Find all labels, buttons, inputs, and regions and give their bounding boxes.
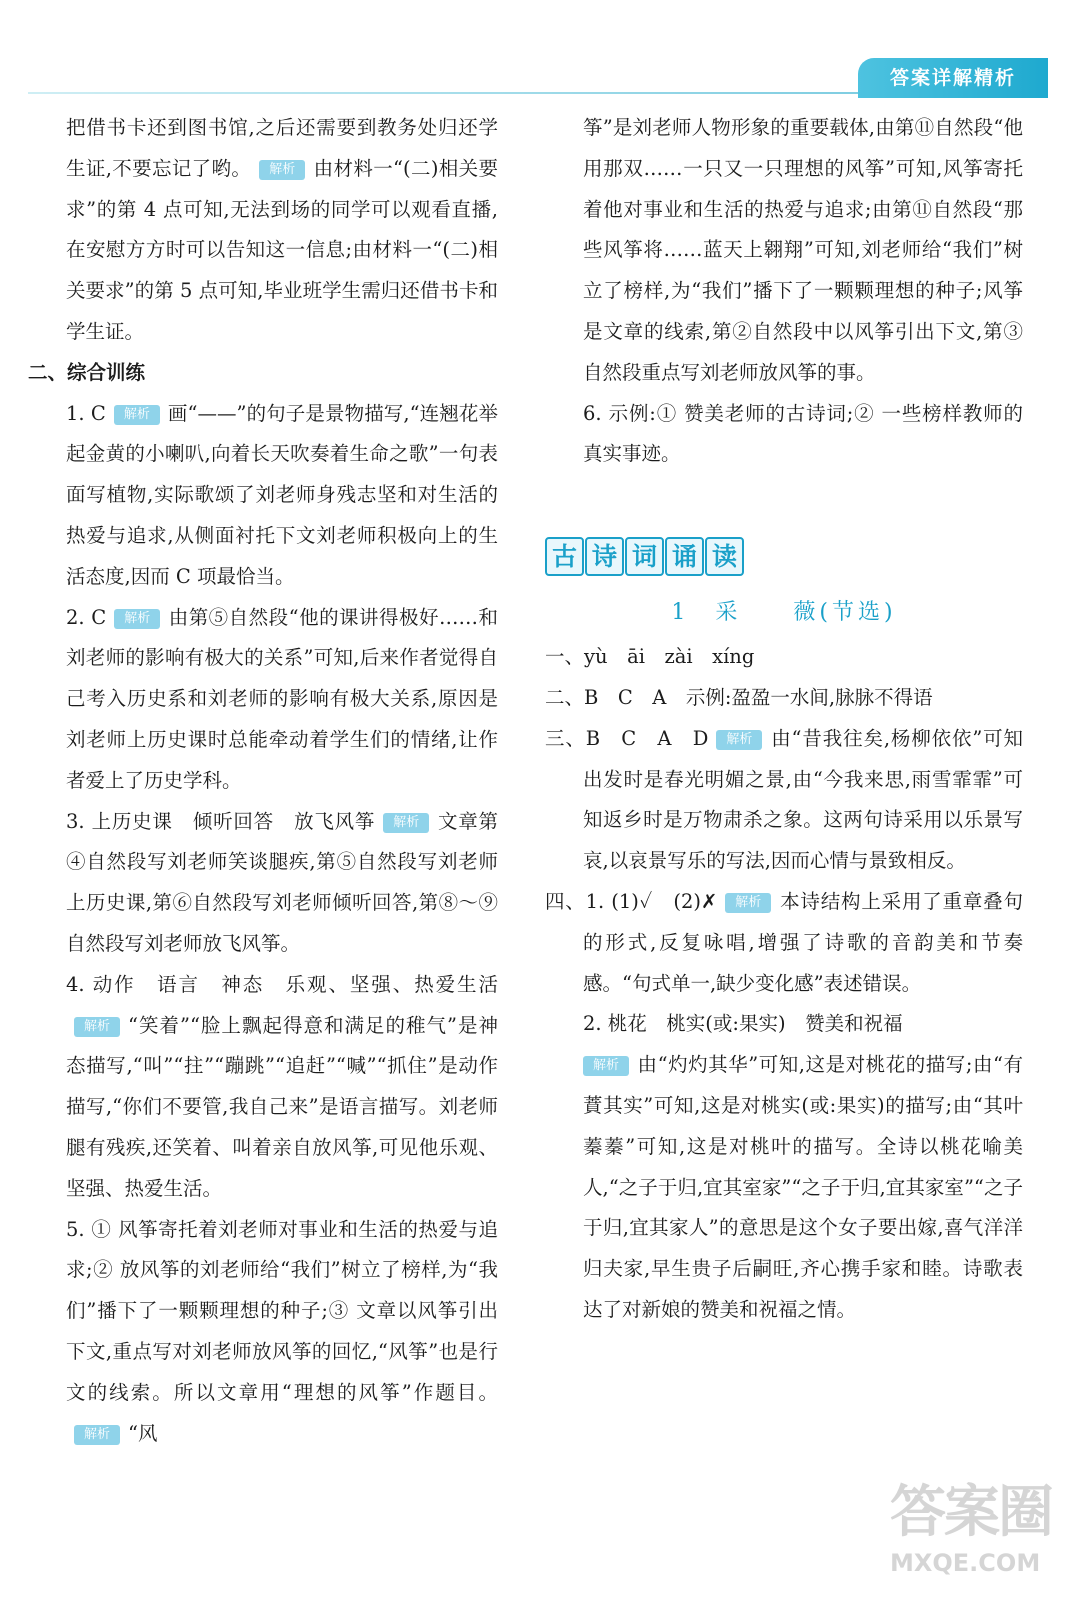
answer-q4: 4. 动作 语言 神态 乐观、坚强、热爱生活解析 “笑着”“脸上飘起得意和满足的稚气”是神态描写,“叫”“拄”“蹦跳”“追赶”“喊”“抓住”是动作描写,“你们不要管,我自己来”是语言描写。刘老师腿有残疾,还笑着、叫着亲自放风筝,可见他乐观、坚强、热爱生活。 bbox=[66, 972, 498, 1200]
header-tab: 答案详解精析 bbox=[858, 58, 1048, 98]
analysis-tag: 解析 bbox=[114, 609, 160, 629]
section-banner bbox=[545, 537, 1023, 577]
answer-q2: 2. C 解析 由第⑤自然段“他的课讲得极好……和刘老师的影响有极大的关系”可知,后来作者觉得自己考入历史系和刘老师的影响有极大关系,原因是刘老师上历史课时总能牵动着学生们的情绪,让作者爱上了历史学科。 bbox=[66, 605, 498, 792]
analysis-tag: 解析 bbox=[725, 893, 771, 913]
watermark-logo bbox=[890, 1478, 1070, 1588]
banner-char: 古 bbox=[545, 537, 584, 576]
section-title: 二、综合训练 bbox=[28, 360, 146, 384]
banner-char: 词 bbox=[625, 537, 664, 576]
banner-char: 读 bbox=[705, 537, 744, 576]
answer-s4: 四、1. (1)✓ (2)✗ 解析 本诗结构上采用了重章叠句的形式,反复咏唱,增强了诗歌的音韵美和节奏感。“句式单一,缺少变化感”表述错误。 bbox=[545, 889, 1023, 995]
left-column bbox=[28, 108, 498, 1454]
right-column bbox=[545, 108, 1023, 1331]
analysis-tag: 解析 bbox=[259, 160, 305, 180]
banner-char: 诗 bbox=[585, 537, 624, 576]
poem-title: 1 采 薇(节选) bbox=[671, 600, 897, 626]
answer-s3: 三、B C A D 解析 由“昔我往矣,杨柳依依”可知出发时是春光明媚之景,由“今我来思,雨雪霏霏”可知返乡时是万物肃杀之象。这两句诗采用以乐景写哀,以哀景写乐的写法,因而心情与景致相反。 bbox=[545, 726, 1024, 873]
left-continuation: 把借书卡还到图书馆,之后还需要到教务处归还学生证,不要忘记了哟。 解析 由材料一“(二)相关要求”的第 4 点可知,无法到场的同学可以观看直播,在安慰方方时可以告知这一信息;由材料一“(二)相关要求”的第 5 点可知,毕业班学生需归还借书卡和学生证。 bbox=[66, 116, 499, 343]
analysis-tag: 解析 bbox=[114, 405, 160, 425]
answer-s2: 二、B C A 示例:盈盈一水间,脉脉不得语 bbox=[545, 685, 933, 709]
answer-q6: 6. 示例:① 赞美老师的古诗词;② 一些榜样教师的真实事迹。 bbox=[583, 401, 1023, 466]
analysis-tag: 解析 bbox=[74, 1017, 120, 1037]
answer-s4-q2-analysis: 解析 由“灼灼其华”可知,这是对桃花的描写;由“有蕡其实”可知,这是对桃实(或:果实)的描写;由“其叶蓁蓁”可知,这是对桃叶的描写。全诗以桃花喻美人,“之子于归,宜其室家”“之子于归,宜其家室”“之子于归,宜其家人”的意思是这个女子要出嫁,喜气洋洋归夫家,早生贵子后嗣旺,齐心携手家和睦。诗歌表达了对新娘的赞美和祝福之情。 bbox=[583, 1053, 1023, 1321]
watermark-text: 答案圈 bbox=[890, 1480, 1052, 1545]
analysis-tag: 解析 bbox=[583, 1056, 629, 1076]
analysis-tag: 解析 bbox=[716, 730, 762, 750]
watermark-url: MXQE.COM bbox=[890, 1549, 1041, 1577]
answer-s4-q2: 2. 桃花 桃实(或:果实) 赞美和祝福 bbox=[583, 1012, 903, 1036]
answer-q3: 3. 上历史课 倾听回答 放飞风筝 解析 文章第④自然段写刘老师笑谈腿疾,第⑤自然段写刘老师上历史课,第⑥自然段写刘老师倾听回答,第⑧～⑨自然段写刘老师放飞风筝。 bbox=[66, 809, 498, 955]
right-continuation: 筝”是刘老师人物形象的重要载体,由第⑪自然段“他用那双……一只又一只理想的风筝”可知,风筝寄托着他对事业和生活的热爱与追求;由第⑪自然段“那些风筝将……蓝天上翱翔”可知,刘老师给“我们”树立了榜样,为“我们”播下了一颗颗理想的种子;风筝是文章的线索,第②自然段中以风筝引出下文,第③自然段重点写刘老师放风筝的事。 bbox=[583, 116, 1023, 384]
analysis-tag: 解析 bbox=[74, 1425, 120, 1445]
answer-q5: 5. ① 风筝寄托着刘老师对事业和生活的热爱与追求;② 放风筝的刘老师给“我们”树立了榜样,为“我们”播下了一颗颗理想的种子;③ 文章以风筝引出下文,重点写对刘老师放风筝的回忆,“风筝”也是行文的线索。所以文章用“理想的风筝”作题目。解析 “风 bbox=[66, 1217, 499, 1445]
banner-char: 诵 bbox=[665, 537, 704, 576]
answer-q1: 1. C 解析 画“——”的句子是景物描写,“连翘花举起金黄的小喇叭,向着长天吹奏着生命之歌”一句表面写植物,实际歌颂了刘老师身残志坚和对生活的热爱与追求,从侧面衬托下文刘老师积极向上的生活态度,因而 C 项最恰当。 bbox=[66, 401, 498, 588]
answer-s1: 一、yù āi zài xíng bbox=[545, 645, 755, 669]
analysis-tag: 解析 bbox=[383, 813, 429, 833]
